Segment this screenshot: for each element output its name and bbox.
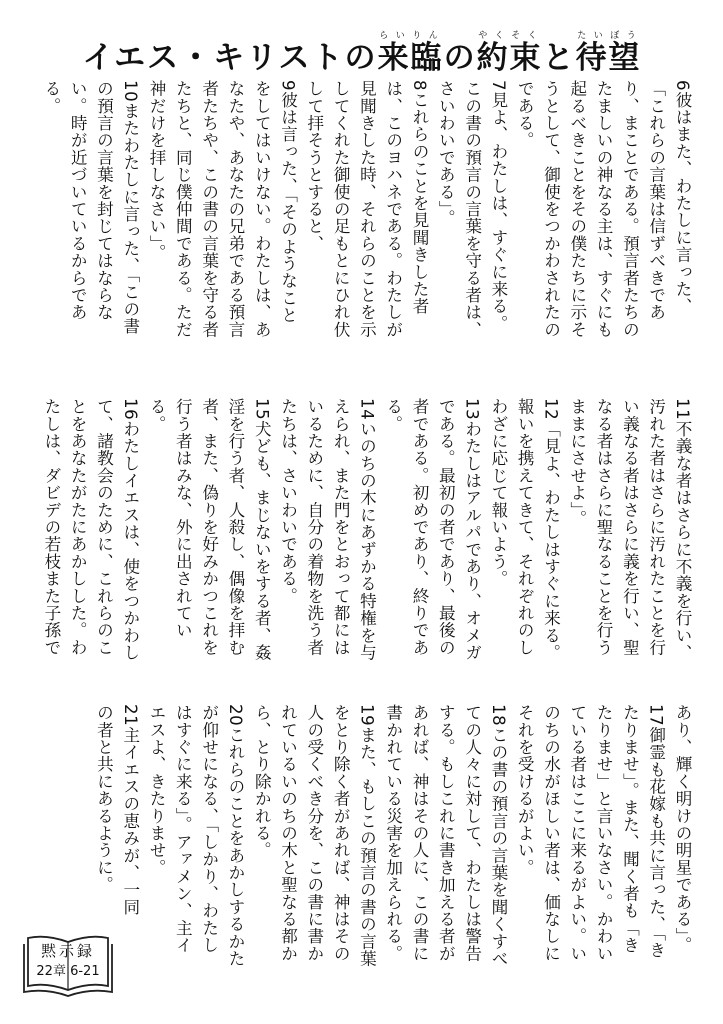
text-column: をとり除く者があれば、神はその bbox=[331, 704, 351, 962]
page-title bbox=[42, 8, 682, 74]
text-column: たちと、同じ僕仲間である。ただ bbox=[173, 80, 193, 338]
text-column: をしてはいけない。わたしは、あ bbox=[252, 80, 272, 338]
text-column: たちは、さいわいである。 bbox=[278, 398, 298, 605]
text-column: して拝そうとすると、 bbox=[304, 80, 324, 252]
title-ruby-4: たいぼう bbox=[575, 31, 642, 41]
text-column: 13わたしはアルパであり、オメガ bbox=[462, 398, 482, 662]
text-column: 9彼は言った、「そのようなこと bbox=[278, 80, 298, 324]
text-column: する。もしこれに書き加える者が bbox=[436, 704, 456, 962]
text-column: 者、また、偽りを好みかつこれを bbox=[199, 398, 219, 656]
book-name: 黙示録 bbox=[40, 942, 95, 960]
title-particle-3: と bbox=[542, 40, 576, 76]
text-column: ての人々に対して、わたしは警告 bbox=[462, 704, 482, 962]
text-column: 起るべきことをその僕たちに示そ bbox=[567, 80, 587, 338]
text-column: とをあなたがたにあかしした。わ bbox=[68, 398, 88, 656]
title-word-0: 来臨らいりん bbox=[377, 31, 444, 76]
text-column: ままにさせよ」。 bbox=[567, 398, 587, 528]
text-column: 「これらの言葉は信ずべきであ bbox=[646, 80, 666, 321]
text-column: 20これらのことをあかしするかた bbox=[225, 704, 245, 968]
text-column: なたや、あなたの兄弟である預言 bbox=[225, 80, 245, 338]
text-column: い。時が近づいているからであ bbox=[68, 80, 88, 321]
text-column: れているいのちの木と聖なる都か bbox=[278, 704, 298, 962]
text-column: の預言の言葉を封じてはならな bbox=[94, 80, 114, 321]
text-column: わざに応じて報いよう。 bbox=[488, 398, 508, 588]
text-column: 者たちや、この書の言葉を守る者 bbox=[199, 80, 219, 338]
text-column: り、まことである。預言者たちの bbox=[620, 80, 640, 338]
text-column: は、このヨハネである。わたしが bbox=[383, 80, 403, 338]
scripture-block-verses-11-16 bbox=[41, 398, 695, 698]
text-column: 人の受くべき分を、この書に書か bbox=[304, 704, 324, 962]
text-column: る。 bbox=[41, 80, 61, 115]
title-rest bbox=[378, 31, 642, 74]
text-column: 16わたしイエスは、使をつかわし bbox=[120, 398, 140, 662]
scripture-block-verses-16-21 bbox=[79, 704, 695, 994]
text-column: る。 bbox=[147, 398, 167, 433]
text-column: たりませ」。また、聞く者も「き bbox=[620, 704, 640, 954]
text-column: 8これらのことを見聞きした者 bbox=[410, 80, 430, 315]
scripture-block-verses-6-10 bbox=[41, 80, 695, 392]
text-column: 書かれている災害を加えられる。 bbox=[383, 704, 403, 962]
text-column: のちの水がほしい者は、価なしに bbox=[541, 704, 561, 962]
text-column: 6彼はまた、わたしに言った、 bbox=[673, 80, 692, 315]
text-column: 7見よ、わたしは、すぐに来る。 bbox=[488, 80, 508, 332]
text-column: 19また、もしこの預言の書の言葉 bbox=[357, 704, 377, 968]
text-column: 者である。初めであり、終りであ bbox=[410, 398, 430, 656]
text-column: が仰せになる、「しかり、わたし bbox=[199, 704, 219, 954]
text-column: あり、輝く明けの明星である」。 bbox=[673, 704, 692, 954]
text-column: たりませ」と言いなさい。かわい bbox=[594, 704, 614, 962]
text-column: うとして、御使をつかわされたの bbox=[541, 80, 561, 338]
text-column: えられ、また門をとおって都には bbox=[331, 398, 351, 656]
text-column: 18この書の預言の言葉を聞くすべ bbox=[488, 704, 508, 968]
text-column: なる者はさらに聖なることを行う bbox=[594, 398, 614, 656]
text-column: 汚れた者はさらに汚れたことを行 bbox=[646, 398, 666, 656]
text-column: 神だけを拝しなさい」。 bbox=[147, 80, 167, 261]
title-ruby-0: らいりん bbox=[377, 31, 444, 41]
title-word-4: 待望たいぼう bbox=[575, 31, 642, 76]
text-column: あれば、神はその人に、この書に bbox=[410, 704, 430, 962]
text-column: 11不義な者はさらに不義を行い、 bbox=[673, 398, 692, 662]
text-column: ら、とり除かれる。 bbox=[252, 704, 272, 859]
text-column: る。 bbox=[383, 398, 403, 433]
text-column: してくれた御使の足もとにひれ伏 bbox=[331, 80, 351, 338]
text-column: エスよ、きたりませ。 bbox=[147, 704, 167, 876]
text-column: はすぐに来る」。アァメン、主イ bbox=[173, 704, 193, 954]
text-column: 淫を行う者、人殺し、偶像を拝む bbox=[225, 398, 245, 656]
chapter-verse-reference: 22章 6-21 bbox=[36, 964, 100, 979]
text-column: である。最初の者であり、最後の bbox=[436, 398, 456, 656]
text-column: 12「見よ、わたしはすぐに来る。 bbox=[541, 398, 561, 662]
title-particle-1: の bbox=[443, 40, 477, 76]
text-column: 14いのちの木にあずかる特権を与 bbox=[357, 398, 377, 662]
text-column: さいわいである」。 bbox=[436, 80, 456, 227]
text-column: この書の預言の言葉を守る者は、 bbox=[462, 80, 482, 338]
text-column: 行う者はみな、外に出されてい bbox=[173, 398, 193, 639]
text-column: ている者はここに来るがよい。い bbox=[567, 704, 587, 962]
text-column: である。 bbox=[515, 80, 535, 149]
text-column: 見聞きした時、それらのことを示 bbox=[357, 80, 377, 338]
text-column: たましいの神なる主は、すぐにも bbox=[594, 80, 614, 338]
text-column: い義なる者はさらに義を行い、聖 bbox=[620, 398, 640, 656]
book-citation bbox=[22, 934, 114, 1004]
title-word-2: 約束やくそく bbox=[476, 31, 543, 76]
title-ruby-2: やくそく bbox=[476, 31, 543, 41]
text-column: いるために、自分の着物を洗う者 bbox=[304, 398, 324, 656]
title-prefix: イエス・キリストの bbox=[82, 40, 378, 76]
text-column: 15犬ども、まじないをする者、姦 bbox=[252, 398, 272, 662]
text-column: の者と共にあるように。 bbox=[94, 704, 114, 894]
text-column: たしは、ダビデの若枝また子孫で bbox=[41, 398, 61, 656]
text-column: 21主イエスの恵みが、一同 bbox=[120, 704, 140, 916]
text-column: 10またわたしに言った、「この書 bbox=[120, 80, 140, 335]
text-column: 報いを携えてきて、それぞれのし bbox=[515, 398, 535, 656]
text-column: て、諸教会のために、これらのこ bbox=[94, 398, 114, 656]
text-column: 17御霊も花嫁も共に言った、「き bbox=[646, 704, 666, 959]
text-column: それを受けるがよい。 bbox=[515, 704, 535, 876]
